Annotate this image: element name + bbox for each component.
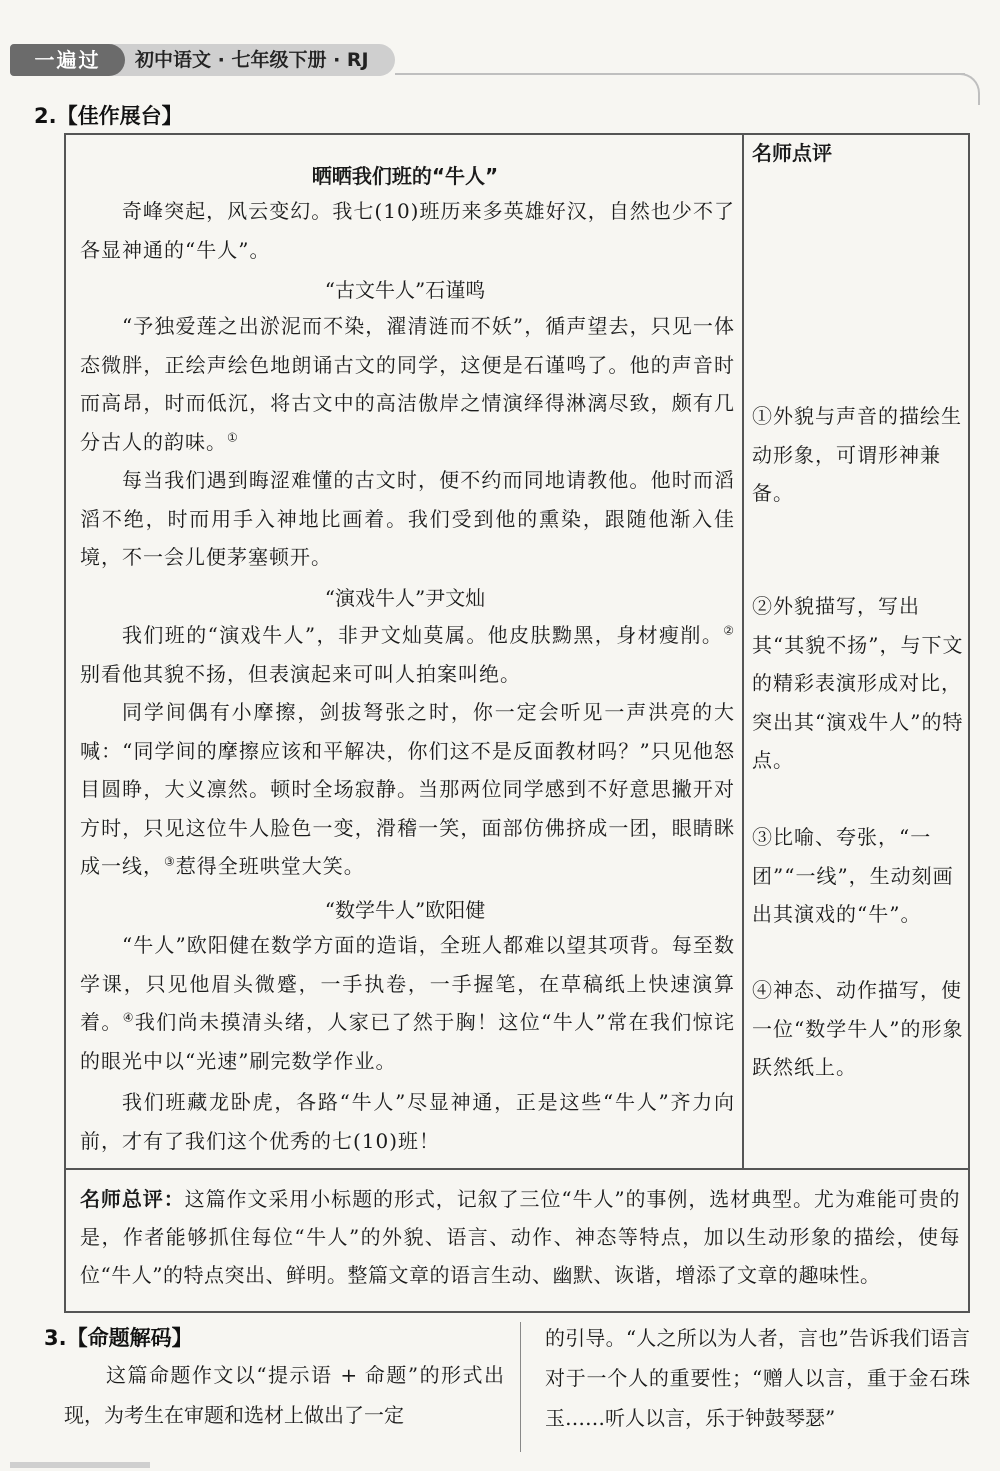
column-divider <box>742 133 744 1169</box>
essay-paragraph-3 <box>80 616 735 693</box>
essay-title: 晒晒我们班的“牛人” <box>311 164 499 188</box>
teacher-summary <box>80 1180 960 1294</box>
essay-paragraph-6: 我们班藏龙卧虎，各路“牛人”尽显神通，正是这些“牛人”齐力向前，才有了我们这个优秀的七(10)班！ <box>80 1090 735 1153</box>
section-2-title: 2.【佳作展台】 <box>34 104 183 128</box>
p4b-text: 惹得全班哄堂大笑。 <box>175 854 365 878</box>
summary-divider <box>64 1168 970 1170</box>
series-logo: 一遍过 <box>10 44 125 76</box>
header-curve <box>950 73 980 105</box>
subtitle-1: “古文牛人”石谨鸣 <box>324 278 486 302</box>
annotation-mark-3: ③ <box>164 854 176 869</box>
header-rule <box>395 73 965 75</box>
section-3-left-column: 这篇命题作文以“提示语 + 命题”的形式出现，为考生在审题和选材上做出了一定 <box>64 1363 504 1427</box>
section-3-title: 3.【命题解码】 <box>44 1326 193 1350</box>
review-note-3: ③比喻、夸张，“一团”“一线”，生动刻画出其演戏的“牛”。 <box>752 825 954 926</box>
review-note-1: ①外貌与声音的描绘生动形象，可谓形神兼备。 <box>752 404 962 505</box>
p5b-text: 我们尚未摸清头绪，人家已了然于胸！这位“牛人”常在我们惊诧的眼光中以“光速”刷完数学作业。 <box>80 1010 735 1073</box>
p3b-text: 别看他其貌不扬，但表演起来可叫人拍案叫绝。 <box>80 661 521 686</box>
page-column-divider <box>520 1322 521 1452</box>
annotation-mark-4: ④ <box>122 1010 135 1025</box>
section-3-right-column: 的引导。“人之所以为人者，言也”告诉我们语言对于一个人的重要性；“赠人以言，重于金石珠玉……听人以言，乐于钟鼓琴瑟” <box>545 1326 970 1430</box>
review-header: 名师点评 <box>752 141 832 165</box>
review-note-2: ②外貌描写，写出其“其貌不扬”，与下文的精彩表演形成对比，突出其“演戏牛人”的特点。 <box>752 594 964 772</box>
summary-text: 这篇作文采用小标题的形式，记叙了三位“牛人”的事例，选材典型。尤为难能可贵的是，作者能够抓住每位“牛人”的外貌、语言、动作、神态等特点，加以生动形象的描绘，使每位“牛人”的特点突出、鲜明。整篇文章的语言生动、幽默、诙谐，增添了文章的趣味性。 <box>80 1187 961 1287</box>
subtitle-2: “演戏牛人”尹文灿 <box>324 586 486 610</box>
p3a-text: 我们班的“演戏牛人”，非尹文灿莫属。他皮肤黝黑，身材瘦削。 <box>122 623 724 647</box>
annotation-mark-1: ① <box>227 429 239 444</box>
essay-paragraph-1 <box>80 307 735 461</box>
p4a-text: 同学间偶有小摩擦，剑拔弩张之时，你一定会听见一声洪亮的大喊：“同学间的摩擦应该和平解决，你们这不是反面教材吗？”只见他怒目圆睁，大义凛然。顿时全场寂静。当那两位同学感到不好意思撇开对方时，只见这位牛人脸色一变，滑稽一笑，面部仿佛挤成一团，眼睛眯成一线， <box>80 700 735 878</box>
essay-paragraph-4 <box>80 693 735 886</box>
review-note-4: ④神态、动作描写，使一位“数学牛人”的形象跃然纸上。 <box>752 978 964 1079</box>
p1-text: “予独爱莲之出淤泥而不染，濯清涟而不妖”，循声望去，只见一体态微胖，正绘声绘色地朗诵古文的同学，这便是石谨鸣了。他的声音时而高昂，时而低沉，将古文中的高洁傲岸之情演绎得淋漓尽致，颇有几分古人的韵味。 <box>80 314 735 454</box>
p5a-text: “牛人”欧阳健在数学方面的造诣，全班人都难以望其项背。每至数学课，只见他眉头微蹙，一手执卷，一手握笔，在草稿纸上快速演算着。 <box>80 933 735 1034</box>
footer-bar <box>10 1462 150 1468</box>
essay-paragraph-5 <box>80 926 735 1080</box>
book-title: 初中语文 · 七年级下册 · RJ <box>135 49 369 71</box>
essay-paragraph-2: 每当我们遇到晦涩难懂的古文时，便不约而同地请教他。他时而滔滔不绝，时而用手入神地比画着。我们受到他的熏染，跟随他渐入佳境，不一会儿便茅塞顿开。 <box>80 468 735 569</box>
essay-intro: 奇峰突起，风云变幻。我七(10)班历来多英雄好汉，自然也少不了各显神通的“牛人”。 <box>80 199 735 262</box>
annotation-mark-2: ② <box>723 623 735 638</box>
summary-label: 名师总评： <box>80 1187 185 1211</box>
subtitle-3: “数学牛人”欧阳健 <box>324 898 486 922</box>
